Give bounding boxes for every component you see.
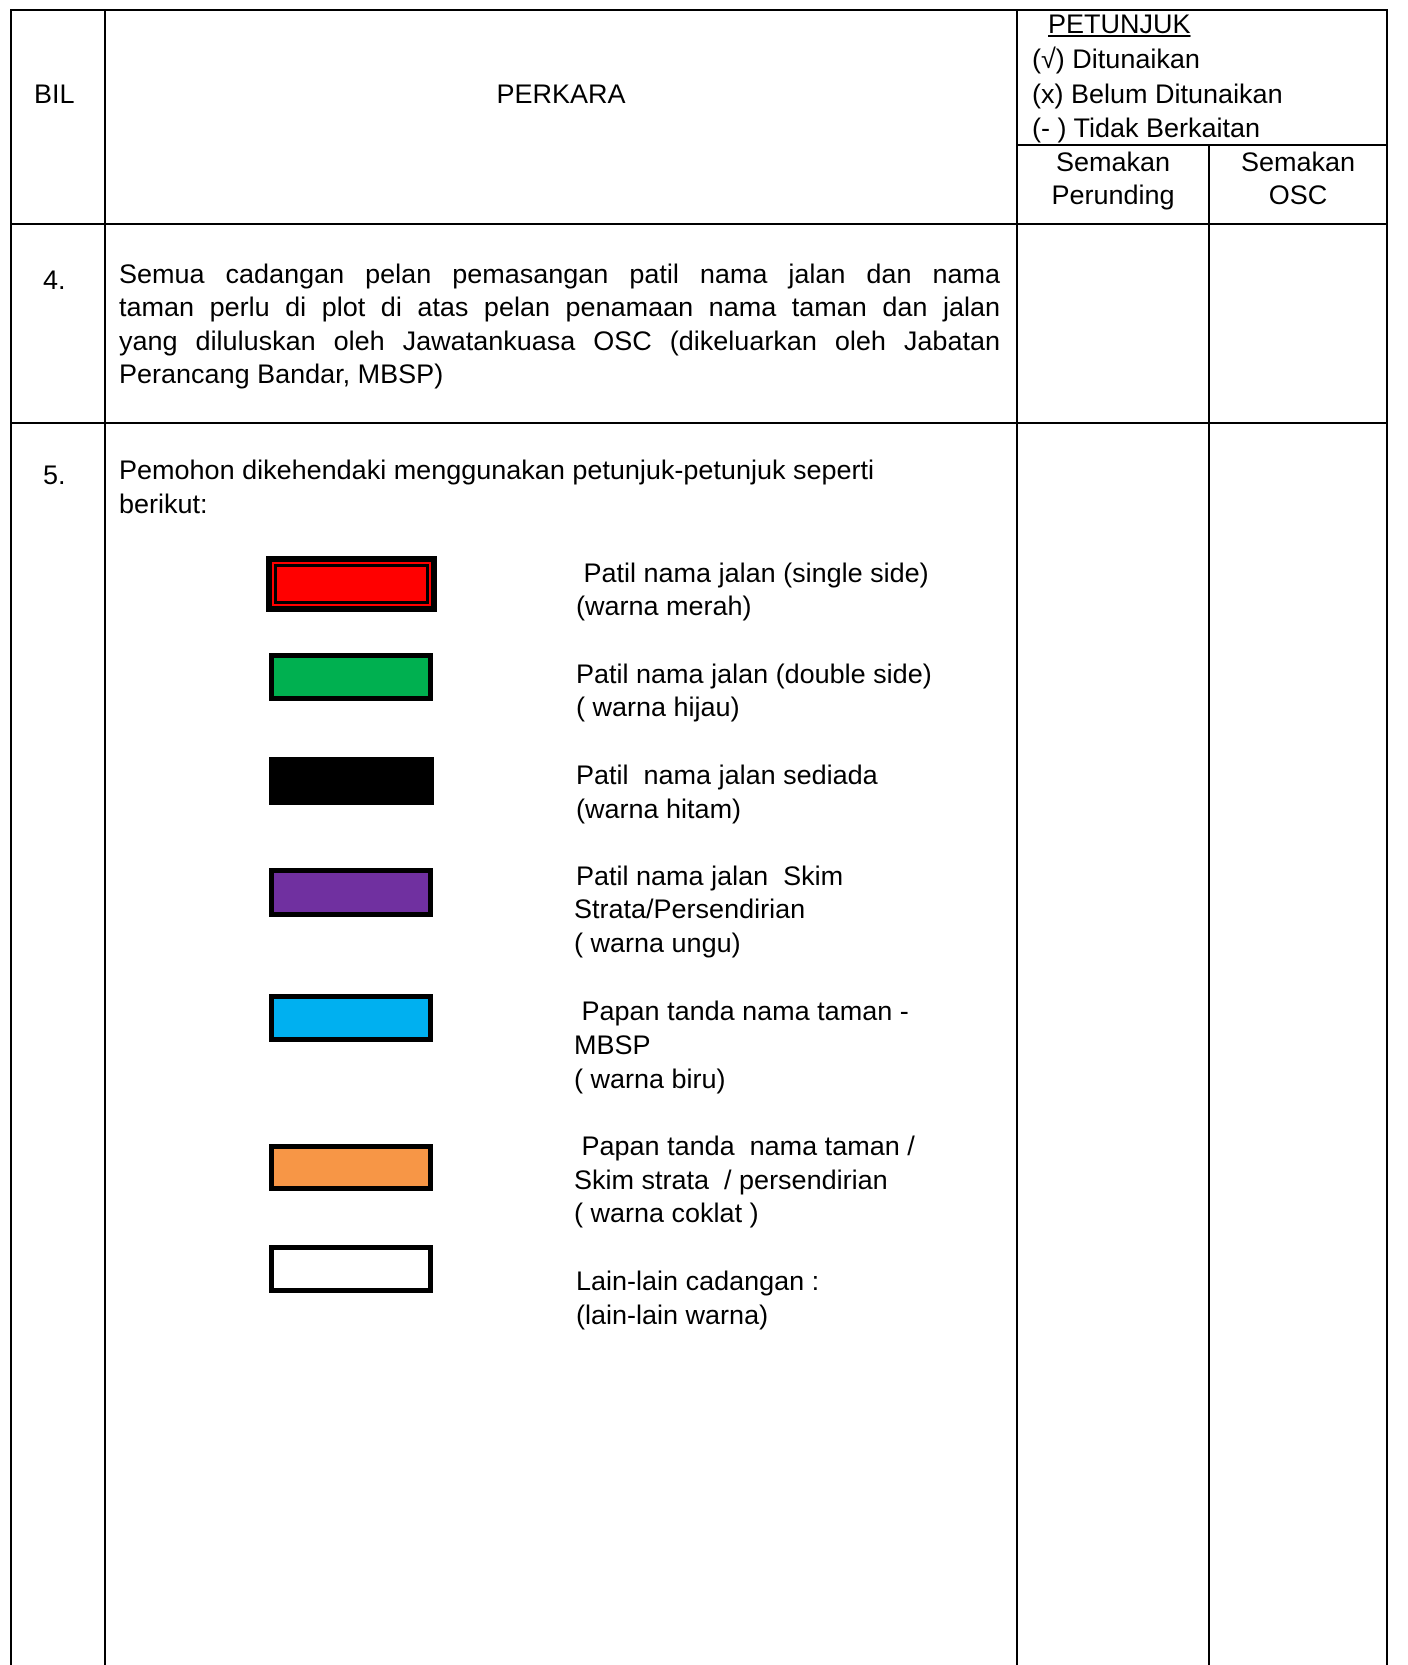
header-petunjuk-title: PETUNJUK [1048,9,1191,39]
petunjuk-item-tidak-berkaitan: (- ) Tidak Berkaitan [1032,113,1261,143]
legend-label-red-line-1: Patil nama jalan (single side) [576,558,929,588]
legend-label-green-line-1: Patil nama jalan (double side) [576,659,932,689]
legend-label-green-line-2: ( warna hijau) [576,692,740,722]
table-left-border [10,9,12,1665]
row-4-text-line-4: Perancang Bandar, MBSP) [119,359,444,389]
row-5-number: 5. [43,460,66,490]
row-5-intro-line-1: Pemohon dikehendaki menggunakan petunjuk-petunjuk seperti [119,455,875,485]
petunjuk-item-belum-ditunaikan: (x) Belum Ditunaikan [1032,79,1283,109]
legend-swatch-orange [269,1144,433,1191]
header-semakan-osc-line-1: Semakan [1240,147,1356,177]
legend-label-purple-line-1: Patil nama jalan Skim [576,861,844,891]
row-4-text-line-3: yang diluluskan oleh Jawatankuasa OSC (dikeluarkan oleh Jabatan [119,326,1000,356]
perunding-column-border [1208,144,1210,1665]
row-4-text-line-2: taman perlu di plot di atas pelan penamaan nama taman dan jalan [119,292,1000,322]
row-4-number: 4. [43,265,66,295]
legend-swatch-red-fill [277,567,426,601]
legend-label-orange-line-1: Papan tanda nama taman / [574,1131,915,1161]
legend-label-orange-line-3: ( warna coklat ) [574,1198,759,1228]
legend-swatch-purple [269,868,433,917]
header-semakan-perunding-line-1: Semakan [1055,147,1171,177]
header-semakan-osc-line-2: OSC [1268,180,1328,210]
row-4-bottom-border [10,422,1388,424]
legend-label-white-line-1: Lain-lain cadangan : [576,1266,820,1296]
header-bottom-border [10,223,1388,225]
legend-swatch-green [269,653,433,701]
legend-swatch-red [266,556,437,612]
bil-column-border [104,9,106,1665]
header-perkara: PERKARA [496,79,626,109]
legend-label-black-line-2: (warna hitam) [576,794,742,824]
row-5-intro-line-2: berikut: [119,489,208,519]
legend-label-white-line-2: (lain-lain warna) [576,1300,769,1330]
header-semakan-perunding-line-2: Perunding [1051,180,1175,210]
legend-label-orange-line-2: Skim strata / persendirian [574,1165,888,1195]
petunjuk-item-ditunaikan: (√) Ditunaikan [1032,44,1200,74]
legend-label-blue-line-3: ( warna biru) [574,1064,726,1094]
perkara-column-border [1016,9,1018,1665]
legend-swatch-red-inner [272,562,431,606]
header-bil: BIL [34,79,75,109]
legend-label-blue-line-1: Papan tanda nama taman - [574,996,909,1026]
row-4-text-line-1: Semua cadangan pelan pemasangan patil nama jalan dan nama [119,259,1000,289]
legend-label-purple-line-3: ( warna ungu) [574,928,741,958]
legend-swatch-black [269,757,434,805]
legend-swatch-white [269,1245,433,1293]
legend-label-black-line-1: Patil nama jalan sediada [576,760,878,790]
legend-label-red-line-2: (warna merah) [576,591,752,621]
legend-swatch-blue [269,994,433,1042]
table-right-border [1386,9,1388,1665]
legend-label-purple-line-2: Strata/Persendirian [574,894,806,924]
legend-label-blue-line-2: MBSP [574,1030,651,1060]
